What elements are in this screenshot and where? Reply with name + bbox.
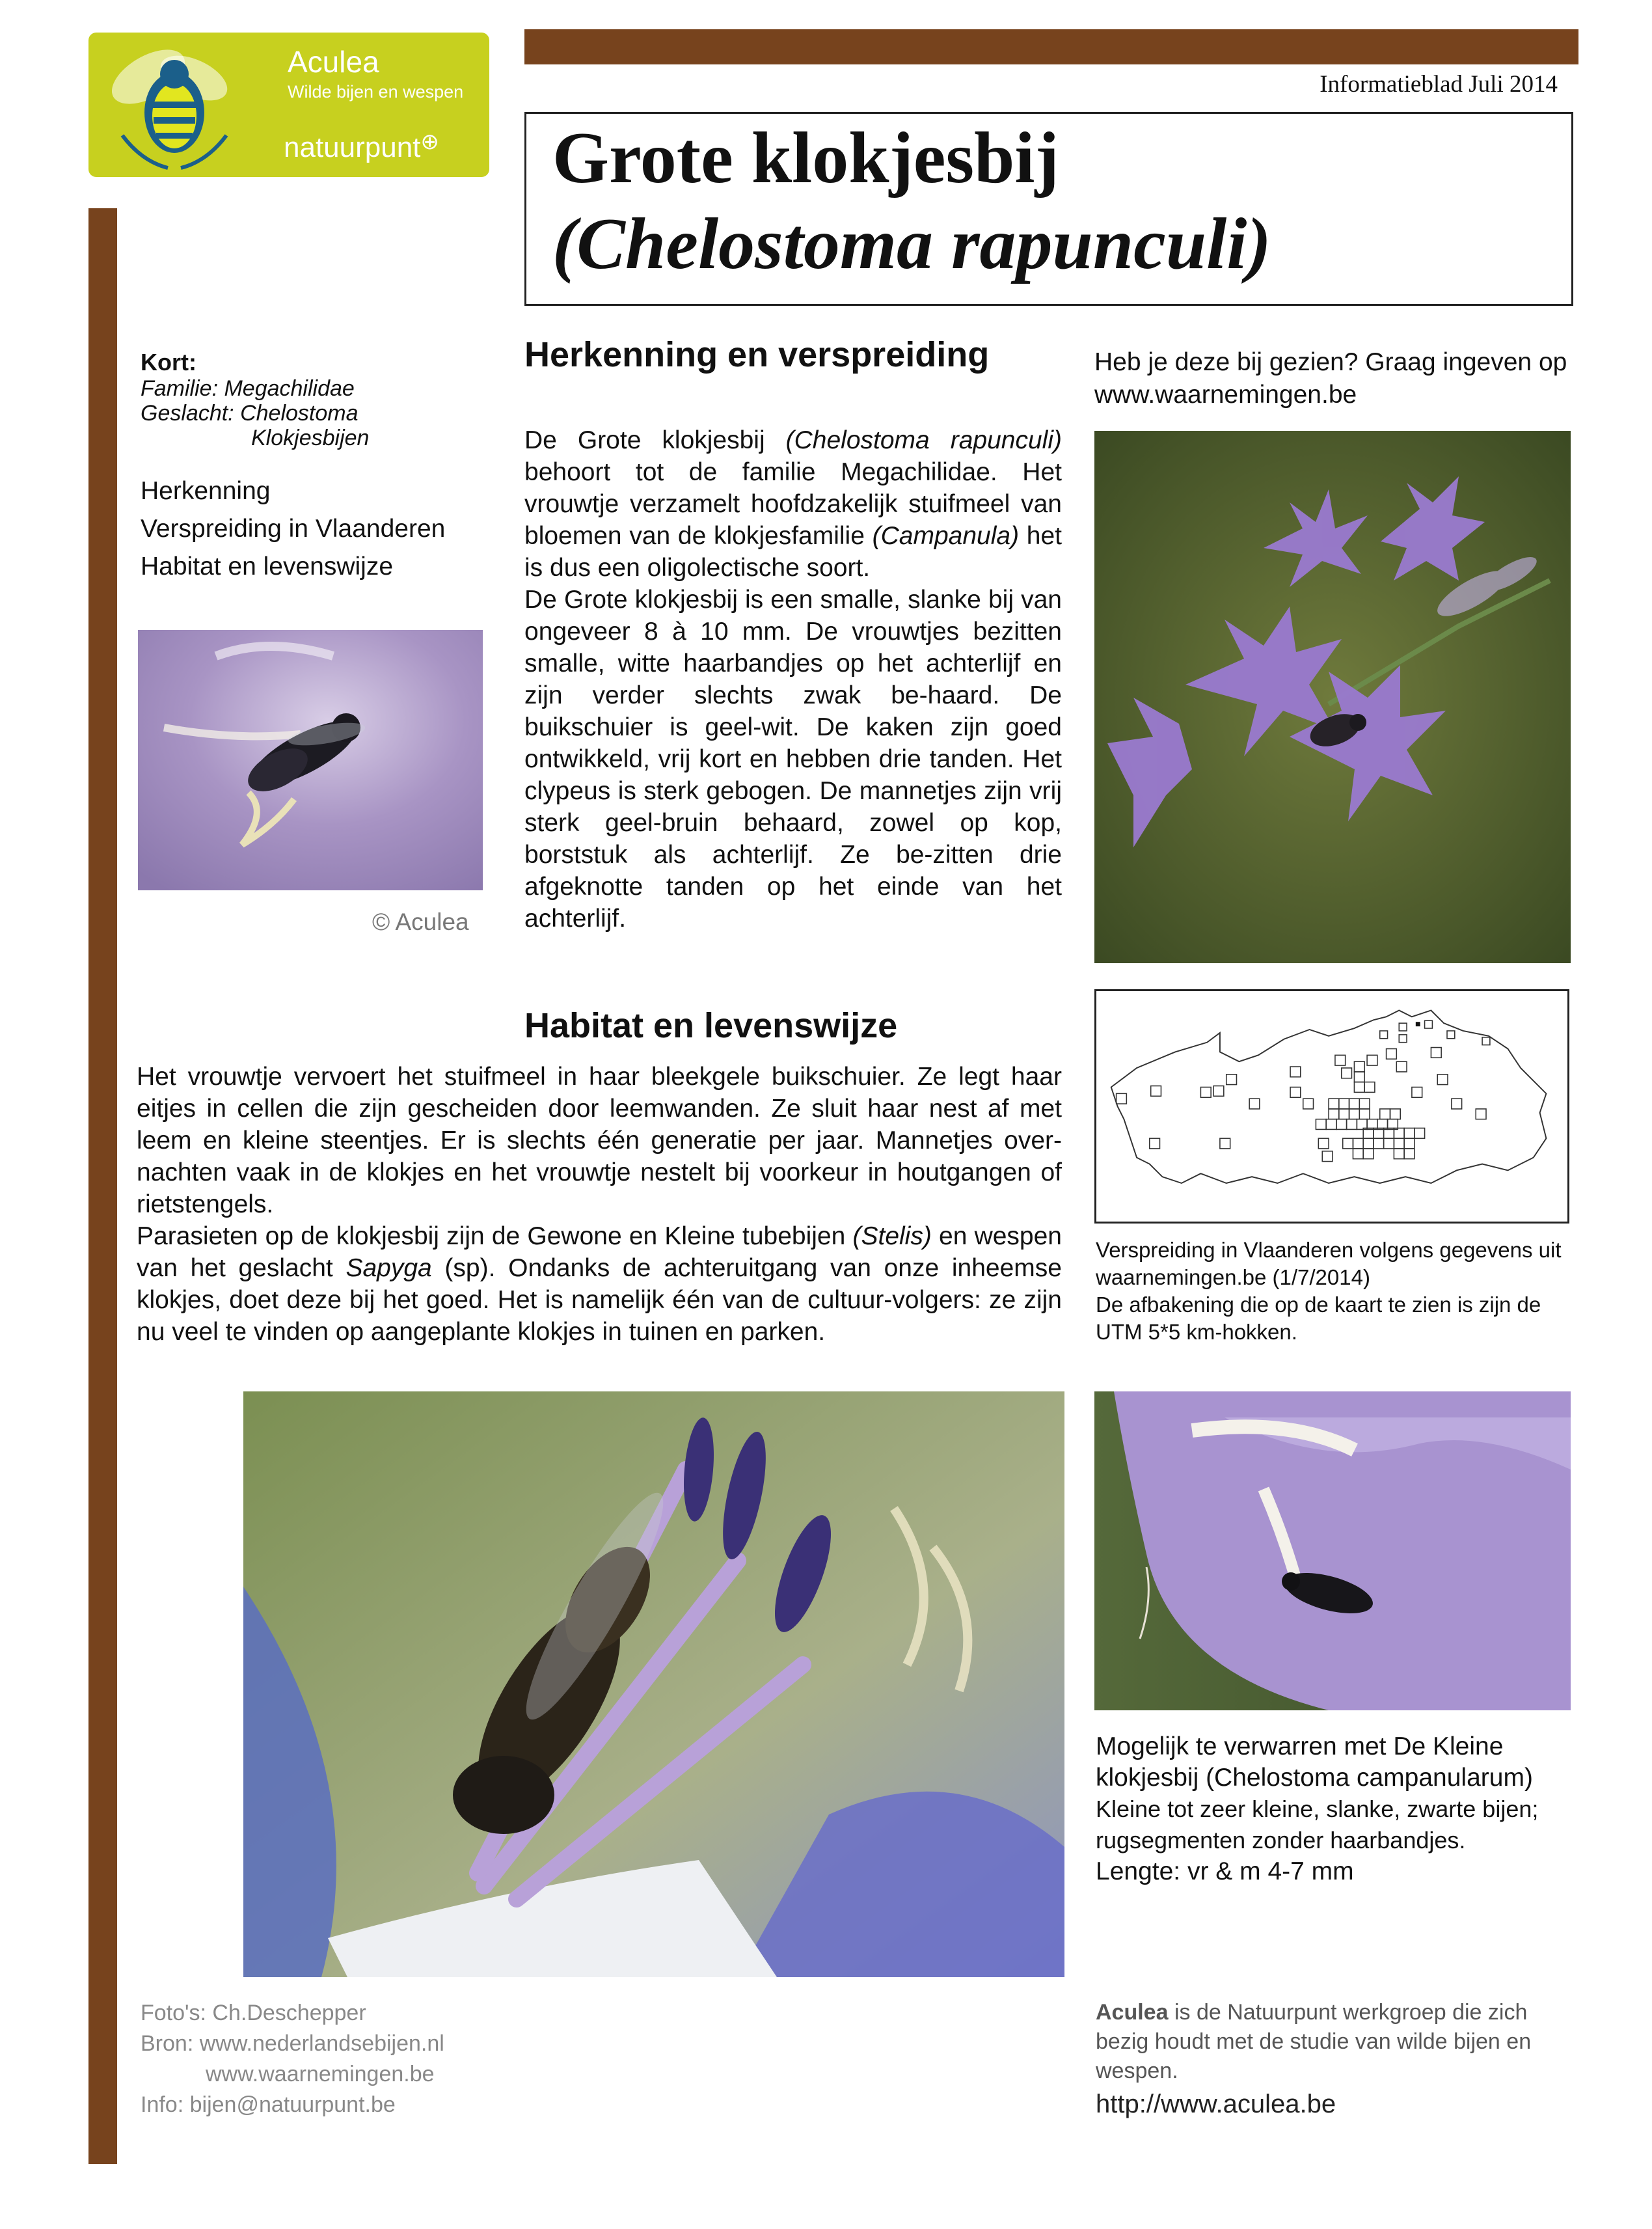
left-brown-bar bbox=[88, 208, 117, 2164]
small-bee-photo bbox=[1094, 1391, 1571, 1710]
distribution-map bbox=[1094, 989, 1569, 1224]
text-span: en wespen van het geslacht bbox=[137, 1222, 1062, 1282]
text-paragraph: De Grote klokjesbij is een smalle, slanke bij van ongeveer 8 à 10 mm. De vrouwtjes bezitten smalle, witte haarbandjes op het achterlijf en zijn verder slechts zwak be-haard. De buikschuier is geel-wit. De kaken zijn goed ontwikkeld, vrij kort en hebben drie tanden. Het clypeus is sterk gebogen. De mannetjes zijn vrij sterk geel-bruin behaard, zowel op kop, borststuk als achterlijf. Ze be-zitten drie afgeknotte tanden op het einde van het achterlijf. bbox=[524, 586, 1062, 933]
natuurpunt-text: natuurpunt bbox=[284, 131, 421, 163]
logo-brand: Aculea bbox=[288, 45, 379, 79]
credit-line: Bron: www.nederlandsebijen.nl bbox=[141, 2031, 444, 2056]
section-heading-herkenning: Herkenning en verspreiding bbox=[524, 335, 990, 374]
bellflower-photo bbox=[1094, 431, 1571, 963]
toc-item: Habitat en levenswijze bbox=[141, 553, 394, 581]
page-subtitle: (Chelostoma rapunculi) bbox=[552, 204, 1271, 284]
about-body: is de Natuurpunt werkgroep die zich bezig houdt met de studie van wilde bijen en wespen. bbox=[1096, 2000, 1532, 2083]
text-italic: (Stelis) bbox=[852, 1222, 932, 1250]
text-italic: (Chelostoma rapunculi) bbox=[785, 426, 1062, 454]
natuurpunt-icon: ⊕ bbox=[420, 130, 439, 154]
logo-tagline: Wilde bijen en wespen bbox=[288, 82, 464, 102]
about-text bbox=[1096, 1998, 1577, 2086]
confusion-title: Mogelijk te verwarren met De Kleine klokjesbij (Chelostoma campanularum) bbox=[1096, 1732, 1533, 1792]
family-line: Familie: Megachilidae bbox=[141, 376, 355, 401]
title-box bbox=[524, 112, 1573, 306]
text-span: behoort tot de familie Megachilidae. Het vrouwtje verzamelt hoofdzakelijk stuifmeel van bloemen van de klokjesfamilie bbox=[524, 458, 1062, 550]
text-span: De Grote klokjesbij bbox=[524, 426, 786, 454]
table-of-contents bbox=[141, 472, 445, 586]
text-paragraph bbox=[137, 1220, 1062, 1348]
top-brown-bar bbox=[524, 29, 1578, 64]
aculea-link[interactable]: http://www.aculea.be bbox=[1096, 2090, 1336, 2118]
credit-line: Info: bijen@natuurpunt.be bbox=[141, 2092, 396, 2117]
confusion-description: Kleine tot zeer kleine, slanke, zwarte bijen; rugsegmenten zonder haarbandjes. bbox=[1096, 1796, 1539, 1853]
text-italic: Sapyga bbox=[345, 1254, 432, 1282]
genus-line: Geslacht: Chelostoma bbox=[141, 401, 359, 426]
bee-photo-small bbox=[138, 630, 483, 890]
flanders-map bbox=[1096, 991, 1567, 1222]
natuurpunt-label bbox=[284, 129, 439, 164]
credit-line: www.waarnemingen.be bbox=[206, 2062, 435, 2086]
toc-item: Herkenning bbox=[141, 477, 271, 505]
bee-logo-icon bbox=[103, 38, 233, 171]
credits-block bbox=[141, 1998, 444, 2120]
credit-line: Foto's: Ch.Deschepper bbox=[141, 2001, 366, 2025]
habitat-text bbox=[137, 1061, 1062, 1348]
section-heading-habitat: Habitat en levenswijze bbox=[524, 1006, 898, 1045]
about-bold: Aculea bbox=[1096, 2000, 1169, 2025]
confusion-length: Lengte: vr & m 4-7 mm bbox=[1096, 1857, 1354, 1885]
summary-heading: Kort: bbox=[141, 349, 196, 376]
herkenning-text bbox=[524, 424, 1062, 935]
report-prompt: Heb je deze bij gezien? Graag ingeven op www.waarnemingen.be bbox=[1094, 348, 1567, 409]
info-date: Informatieblad Juli 2014 bbox=[1320, 71, 1558, 98]
text-span: Parasieten op de klokjesbij zijn de Gewone en Kleine tubebijen bbox=[137, 1222, 853, 1250]
map-caption bbox=[1096, 1237, 1571, 1346]
bee-on-stamens-photo bbox=[243, 1391, 1064, 1977]
text-paragraph: Het vrouwtje vervoert het stuifmeel in haar bleekgele buikschuier. Ze legt haar eitjes in cellen die zijn gescheiden door leemwanden. Ze sluit haar nest af met leem en kleine steentjes. Er is slechts één generatie per jaar. Mannetjes over-nachten vaak in de klokjes en het vrouwtje nestelt bij voorkeur in houtgangen of rietstengels. bbox=[137, 1063, 1062, 1218]
text-span: het is dus een oligolectische soort. bbox=[524, 522, 1062, 582]
genus-dutch-line: Klokjesbijen bbox=[251, 426, 370, 450]
map-caption-line: Verspreiding in Vlaanderen volgens gegevens uit waarnemingen.be (1/7/2014) bbox=[1096, 1238, 1562, 1289]
toc-item: Verspreiding in Vlaanderen bbox=[141, 515, 446, 543]
aculea-logo bbox=[88, 33, 489, 177]
page-title: Grote klokjesbij bbox=[552, 118, 1059, 198]
confusion-note bbox=[1096, 1731, 1571, 1887]
about-block bbox=[1096, 1998, 1577, 2122]
text-span: (sp). Ondanks de achteruitgang van onze inheemse klokjes, doet deze bij het goed. Het is namelijk één van de cultuur-volgers: ze zijn nu veel te vinden op aangeplante klokjes in tuinen en parken. bbox=[137, 1254, 1062, 1346]
photo-credit: © Aculea bbox=[372, 909, 469, 935]
text-italic: (Campanula) bbox=[872, 522, 1020, 550]
summary-block bbox=[141, 349, 479, 450]
map-caption-line: De afbakening die op de kaart te zien is zijn de UTM 5*5 km-hokken. bbox=[1096, 1292, 1541, 1344]
